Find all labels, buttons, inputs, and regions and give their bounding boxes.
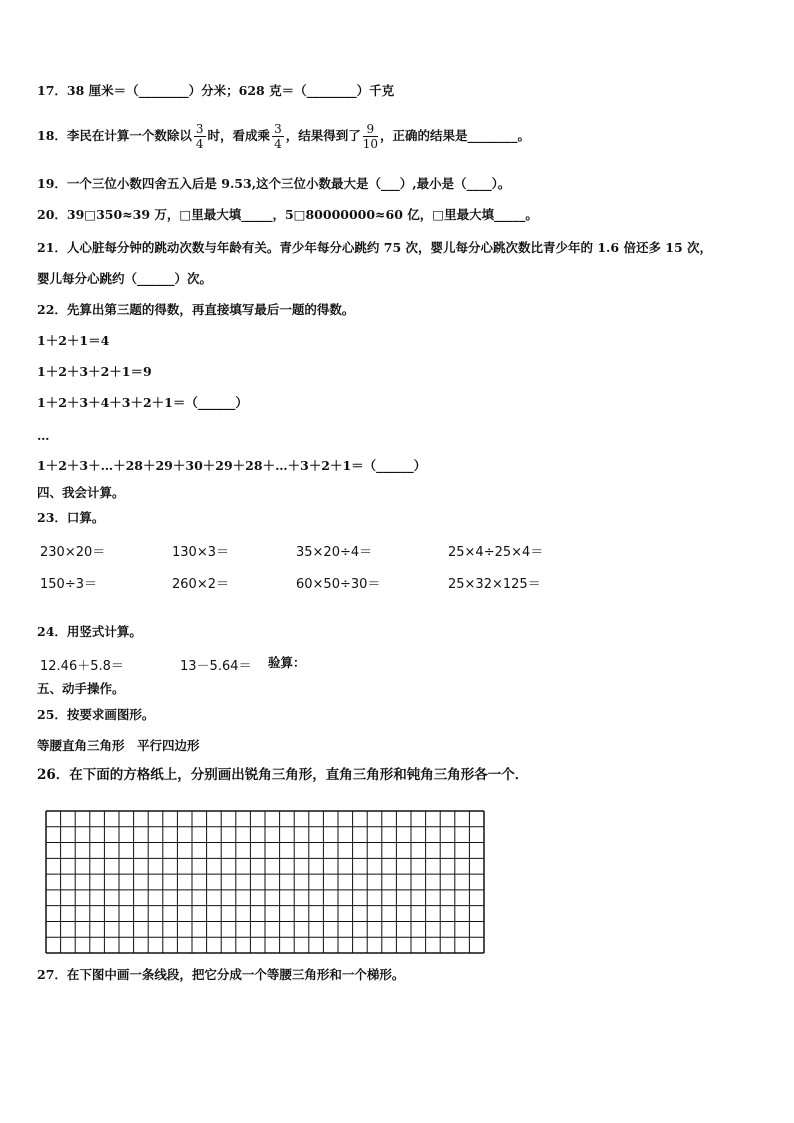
question-21-line-2: 婴儿每分心跳约（______）次。 bbox=[37, 271, 213, 286]
oral-calc-8: 25×32×125＝ bbox=[448, 577, 541, 592]
q22-equation-5: 1＋2＋3＋…＋28＋29＋30＋29＋28＋…＋3＋2＋1＝（______） bbox=[37, 458, 427, 473]
fraction-numerator: 3 bbox=[274, 122, 282, 136]
question-22: 22．先算出第三题的得数，再直接填写最后一题的得数。 bbox=[37, 302, 355, 317]
oral-calc-3: 35×20÷4＝ bbox=[296, 545, 373, 560]
fraction-numerator: 9 bbox=[363, 122, 378, 137]
question-18 bbox=[37, 122, 530, 151]
oral-calc-2: 130×3＝ bbox=[172, 545, 229, 560]
question-27: 27．在下图中画一条线段，把它分成一个等腰三角形和一个梯形。 bbox=[37, 967, 405, 982]
q22-ellipsis: … bbox=[37, 428, 50, 443]
q18-text-c: ，结果得到了 bbox=[285, 128, 361, 143]
fraction-denominator: 10 bbox=[362, 137, 378, 151]
fraction-9-10 bbox=[363, 122, 378, 151]
check-label: 验算： bbox=[268, 655, 306, 670]
fraction-denominator: 4 bbox=[274, 137, 282, 151]
oral-calc-6: 260×2＝ bbox=[172, 577, 229, 592]
fraction-numerator: 3 bbox=[195, 122, 204, 136]
q22-equation-1: 1＋2＋1＝4 bbox=[37, 333, 110, 348]
oral-calc-1: 230×20＝ bbox=[40, 545, 106, 560]
question-26: 26．在下面的方格纸上，分别画出锐角三角形，直角三角形和钝角三角形各一个． bbox=[37, 767, 529, 783]
question-24: 24．用竖式计算。 bbox=[37, 624, 142, 639]
fraction-3-4-a bbox=[194, 122, 206, 151]
q18-text-a: 18．李民在计算一个数除以 bbox=[37, 128, 192, 143]
question-23: 23．口算。 bbox=[37, 510, 105, 525]
q18-text-d: ，正确的结果是________。 bbox=[380, 128, 531, 143]
oral-calc-4: 25×4÷25×4＝ bbox=[448, 545, 544, 560]
grid-paper[interactable] bbox=[45, 810, 485, 954]
section-4-heading: 四、我会计算。 bbox=[37, 485, 125, 500]
section-5-heading: 五、动手操作。 bbox=[37, 681, 125, 696]
fraction-denominator: 4 bbox=[195, 137, 204, 151]
oral-calc-5: 150÷3＝ bbox=[40, 577, 97, 592]
vertical-calc-1: 12.46＋5.8＝ bbox=[40, 659, 124, 674]
question-25-shapes: 等腰直角三角形 平行四边形 bbox=[37, 738, 200, 753]
question-20: 20．39□350≈39 万，□里最大填_____，5□80000000≈60 亿，□里最大填_____。 bbox=[37, 207, 538, 222]
q22-equation-3: 1＋2＋3＋4＋3＋2＋1＝（______） bbox=[37, 395, 248, 410]
question-17: 17．38 厘米＝（________）分米；628 克＝（________）千克 bbox=[37, 83, 395, 98]
question-19: 19．一个三位小数四舍五入后是 9.53,这个三位小数最大是（___）,最小是（____）。 bbox=[37, 176, 511, 191]
vertical-calc-2: 13－5.64＝ bbox=[180, 659, 252, 674]
question-21-line-1: 21．人心脏每分钟的跳动次数与年龄有关。青少年每分心跳约 75 次，婴儿每分心跳次数比青少年的 1.6 倍还多 15 次， bbox=[37, 240, 713, 255]
q22-equation-2: 1＋2＋3＋2＋1＝9 bbox=[37, 364, 152, 379]
question-25: 25．按要求画图形。 bbox=[37, 707, 155, 722]
oral-calc-7: 60×50÷30＝ bbox=[296, 577, 381, 592]
q18-text-b: 时，看成乘 bbox=[207, 128, 271, 143]
fraction-3-4-b bbox=[272, 122, 284, 151]
